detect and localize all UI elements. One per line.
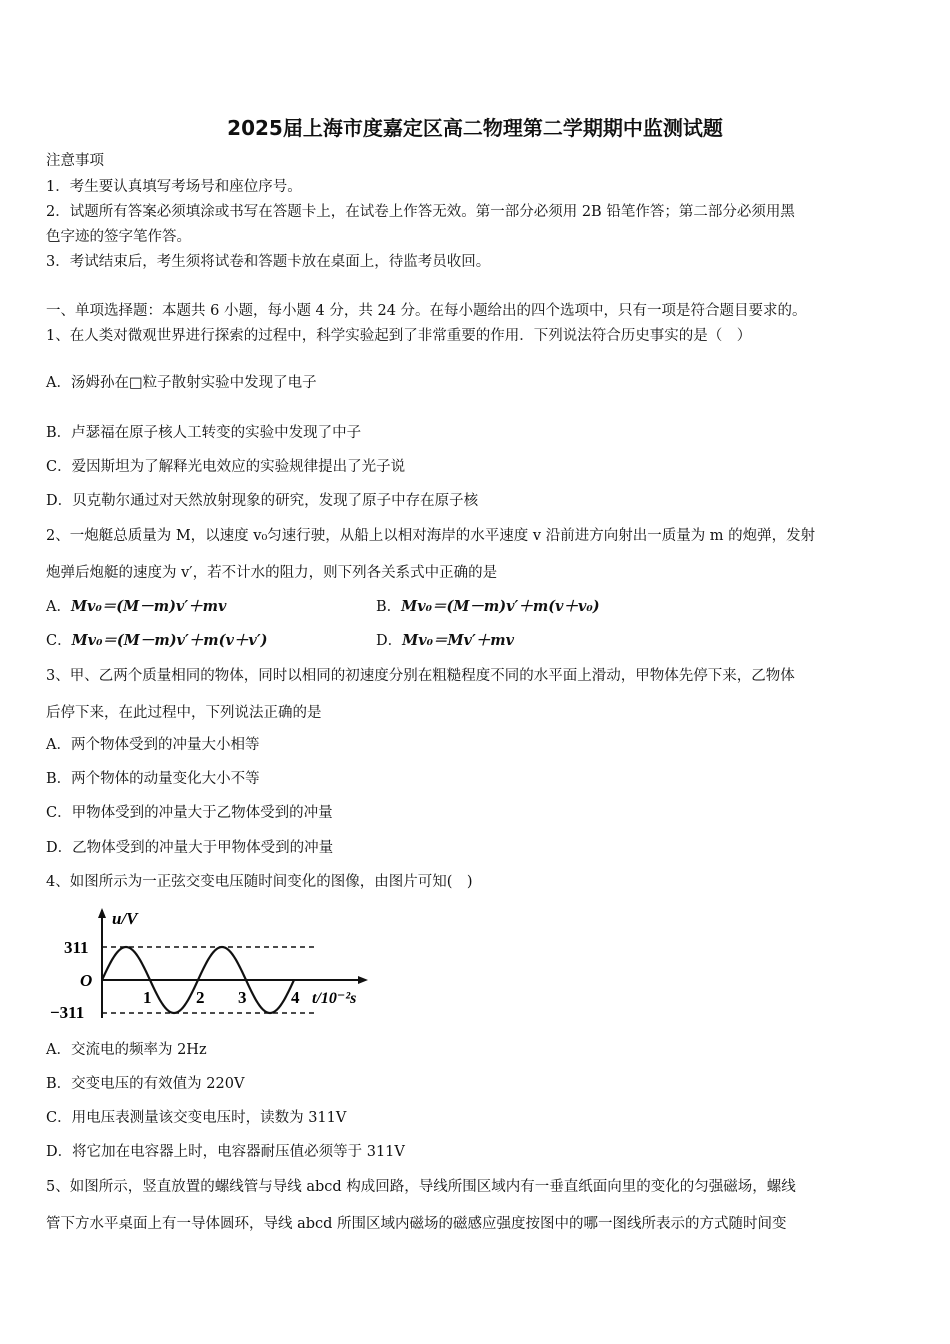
q4-option-d: D．将它加在电容器上时，电容器耐压值必须等于 311V (46, 1144, 405, 1160)
y-axis-arrow (98, 908, 106, 918)
notice-heading: 注意事项 (46, 153, 104, 169)
q4-option-a: A．交流电的频率为 2Hz (46, 1042, 207, 1058)
q1-option-c: C．爱因斯坦为了解释光电效应的实验规律提出了光子说 (46, 459, 406, 475)
q5-stem-line2: 管下方水平桌面上有一导体圆环，导线 abcd 所围区域内磁场的磁感应强度按图中的哪一图线所表示的方式随时间变 (46, 1216, 787, 1232)
q2-option-c-label: C． (46, 633, 72, 649)
q2-option-b (376, 598, 600, 616)
x-axis-label: t/10⁻²s (312, 990, 357, 1007)
x-tick-4: 4 (291, 988, 300, 1007)
q3-option-c: C．甲物体受到的冲量大于乙物体受到的冲量 (46, 805, 333, 821)
q2-option-d-formula: Mv₀＝Mv′＋mv (402, 632, 515, 649)
q2-option-a-formula: Mv₀＝(M－m)v′＋mv (70, 598, 227, 615)
q2-stem-line1: 2、一炮艇总质量为 M，以速度 v₀匀速行驶，从船上以相对海岸的水平速度 v 沿前进方向射出一质量为 m 的炮弹，发射 (46, 528, 816, 544)
q2-option-d (376, 632, 514, 650)
q2-option-c-formula: Mv₀＝(M－m)v′＋m(v＋v′) (71, 632, 268, 649)
q2-option-b-formula: Mv₀＝(M－m)v′＋m(v＋v₀) (401, 598, 600, 615)
q2-option-b-label: B． (376, 599, 402, 615)
q3-stem-line1: 3、甲、乙两个质量相同的物体，同时以相同的初速度分别在粗糙程度不同的水平面上滑动，甲物体先停下来，乙物体 (46, 668, 795, 684)
q1-option-a: A．汤姆孙在□粒子散射实验中发现了电子 (46, 375, 317, 391)
notice-item-2-cont: 色字迹的签字笔作答。 (46, 229, 191, 245)
notice-item-1: 1．考生要认真填写考场号和座位序号。 (46, 179, 302, 195)
q3-option-d: D．乙物体受到的冲量大于甲物体受到的冲量 (46, 840, 334, 856)
origin-label: O (80, 971, 93, 990)
q1-option-b: B．卢瑟福在原子核人工转变的实验中发现了中子 (46, 425, 362, 441)
x-tick-1: 1 (143, 988, 152, 1007)
q2-stem-line2: 炮弹后炮艇的速度为 v′，若不计水的阻力，则下列各关系式中正确的是 (46, 565, 498, 581)
q2-option-d-label: D． (376, 633, 403, 649)
q4-option-b: B．交变电压的有效值为 220V (46, 1076, 245, 1092)
q2-option-c (46, 632, 268, 650)
q1-stem: 1、在人类对微观世界进行探索的过程中，科学实验起到了非常重要的作用．下列说法符合历史事实的是（ ） (46, 328, 752, 344)
q3-option-a: A．两个物体受到的冲量大小相等 (46, 737, 260, 753)
notice-item-3: 3．考试结束后，考生须将试卷和答题卡放在桌面上，待监考员收回。 (46, 254, 491, 270)
q4-stem: 4、如图所示为一正弦交变电压随时间变化的图像，由图片可知( ) (46, 874, 473, 890)
notice-item-2: 2．试题所有答案必须填涂或书写在答题卡上，在试卷上作答无效。第一部分必须用 2B 铅笔作答；第二部分必须用黑 (46, 204, 795, 220)
q3-stem-line2: 后停下来，在此过程中，下列说法正确的是 (46, 705, 322, 721)
y-axis-label: u/V (112, 909, 138, 928)
x-tick-3: 3 (238, 988, 247, 1007)
y-min-label: −311 (50, 1003, 85, 1022)
q1-option-d: D．贝克勒尔通过对天然放射现象的研究，发现了原子中存在原子核 (46, 493, 479, 509)
q5-stem-line1: 5、如图所示，竖直放置的螺线管与导线 abcd 构成回路，导线所围区域内有一垂直纸面向里的变化的匀强磁场，螺线 (46, 1179, 796, 1195)
page-title: 2025届上海市度嘉定区高二物理第二学期期中监测试题 (227, 116, 723, 140)
q3-option-b: B．两个物体的动量变化大小不等 (46, 771, 260, 787)
x-tick-2: 2 (196, 988, 205, 1007)
voltage-time-graph (46, 906, 376, 1028)
y-max-label: 311 (64, 938, 89, 957)
section-heading: 一、单项选择题：本题共 6 小题，每小题 4 分，共 24 分。在每小题给出的四个选项中，只有一项是符合题目要求的。 (46, 303, 807, 319)
q2-option-a-label: A． (46, 599, 71, 615)
q2-option-a (46, 598, 226, 616)
x-axis-arrow (358, 976, 368, 984)
q4-option-c: C．用电压表测量该交变电压时，读数为 311V (46, 1110, 347, 1126)
